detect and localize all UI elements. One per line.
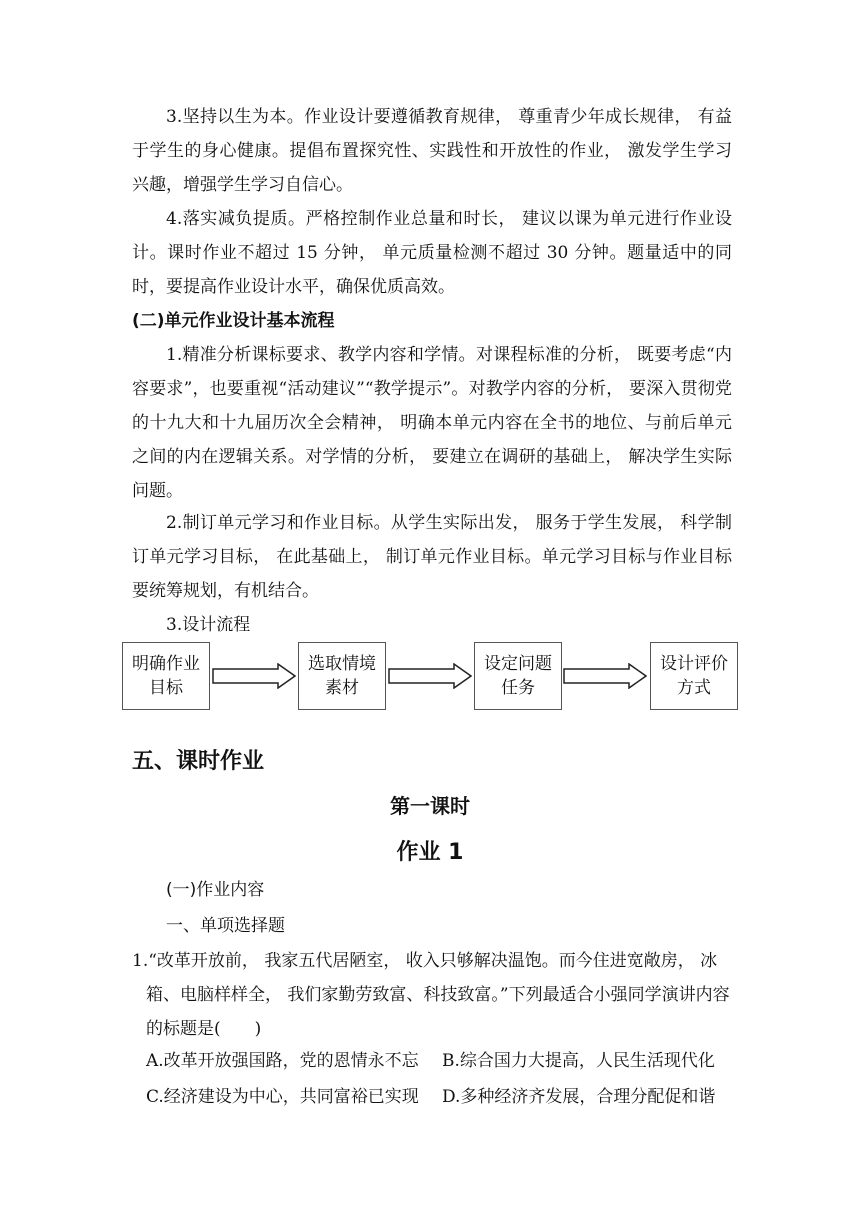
- paragraph-step-2: 2.制订单元学习和作业目标。从学生实际出发， 服务于学生发展， 科学制订单元学习目标， 在此基础上， 制订单元作业目标。单元学习目标与作业目标要统筹规划，有机结合。: [132, 513, 732, 601]
- paragraph-step-1: 1.精准分析课标要求、教学内容和学情。对课程标准的分析， 既要考虑“内容要求”，也要重视“活动建议”“教学提示”。对教学内容的分析， 要深入贯彻党的十九大和十九届历次全会精神， 明确本单元内容在全书的地位、与前后单元之间的内在逻辑关系。对学情的分析， 要建立在调研的基础上， 解决学生实际问题。: [132, 345, 732, 501]
- flow-box-1: 明确作业目标: [122, 642, 210, 710]
- question-1: 1.“改革开放前， 我家五代居陋室， 收入只够解决温饱。而今住进宽敞房， 冰箱、电脑样样全， 我们家勤劳致富、科技致富。”下列最适合小强同学演讲内容的标题是( ): [132, 951, 730, 1039]
- homework-title: 作业 1: [396, 840, 464, 865]
- paragraph-principle-3: 3.坚持以生为本。作业设计要遵循教育规律， 尊重青少年成长规律， 有益于学生的身心健康。提倡布置探究性、实践性和开放性的作业， 激发学生学习兴趣，增强学生学习自信心。: [132, 107, 732, 195]
- option-a: A.改革开放强国路，党的恩情永不忘: [146, 1051, 419, 1071]
- lesson-title: 第一课时: [390, 794, 470, 818]
- flow-arrow-1-icon: [212, 663, 296, 689]
- content-heading: (一)作业内容: [166, 880, 265, 900]
- option-b: B.综合国力大提高，人民生活现代化: [442, 1051, 715, 1071]
- flow-box-2: 选取情境素材: [298, 642, 386, 710]
- flow-box-4: 设计评价方式: [650, 642, 738, 710]
- flow-arrow-2-icon: [388, 663, 472, 689]
- paragraph-principle-4: 4.落实减负提质。严格控制作业总量和时长， 建议以课为单元进行作业设计。课时作业不超过 15 分钟， 单元质量检测不超过 30 分钟。题量适中的同时，要提高作业设计水平，确保优质高效。: [132, 209, 732, 297]
- option-c: C.经济建设为中心，共同富裕已实现: [146, 1087, 419, 1107]
- question-type-label: 一、单项选择题: [166, 916, 285, 936]
- paragraph-step-3: 3.设计流程: [166, 615, 251, 635]
- option-d: D.多种经济齐发展，合理分配促和谐: [442, 1087, 716, 1107]
- section-heading-lesson-homework: 五、课时作业: [132, 749, 265, 774]
- flow-arrow-3-icon: [563, 663, 647, 689]
- flow-box-3: 设定问题任务: [474, 642, 562, 710]
- section-heading-workflow: (二)单元作业设计基本流程: [132, 311, 335, 331]
